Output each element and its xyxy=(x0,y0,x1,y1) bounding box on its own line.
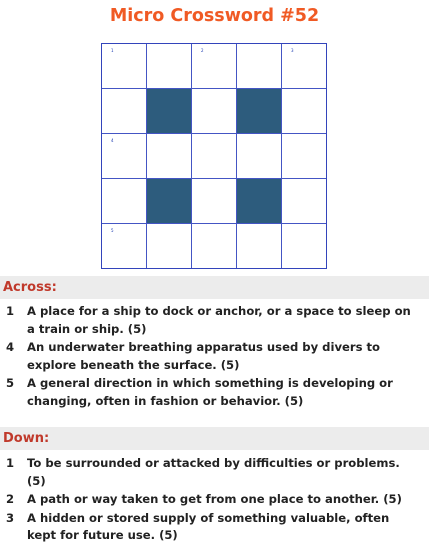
grid-cell[interactable] xyxy=(192,44,236,88)
grid-cell[interactable] xyxy=(282,179,326,223)
grid-cell[interactable] xyxy=(282,89,326,133)
clue-text: To be surrounded or attacked by difficulties or problems. (5) xyxy=(27,456,400,488)
grid-cell[interactable] xyxy=(102,224,146,268)
across-clue-list xyxy=(0,303,429,411)
grid-cell[interactable] xyxy=(192,224,236,268)
cell-number: 4 xyxy=(111,138,114,143)
grid-cell[interactable] xyxy=(192,134,236,178)
grid-block-cell xyxy=(237,89,281,133)
cell-number: 3 xyxy=(291,48,294,53)
grid-block-cell xyxy=(147,179,191,223)
clue-number: 5 xyxy=(6,376,15,390)
down-clue-list xyxy=(0,455,429,546)
clue-number: 3 xyxy=(6,510,15,525)
grid-block-cell xyxy=(237,179,281,223)
grid-cell[interactable] xyxy=(102,89,146,133)
grid-cell[interactable] xyxy=(282,44,326,88)
grid-cell[interactable] xyxy=(102,179,146,223)
grid-cell[interactable] xyxy=(147,224,191,268)
cell-number: 2 xyxy=(201,48,204,53)
crossword-grid xyxy=(101,43,327,269)
down-header: Down: xyxy=(0,427,429,450)
grid-cell[interactable] xyxy=(192,89,236,133)
clue-text: A general direction in which something is developing or changing, often in fashion or behavior. (5) xyxy=(27,376,393,408)
grid-cell[interactable] xyxy=(237,134,281,178)
grid-cell[interactable] xyxy=(237,224,281,268)
grid-cell[interactable] xyxy=(102,134,146,178)
clue-text: An underwater breathing apparatus used by divers to explore beneath the surface. (5) xyxy=(27,340,381,372)
grid-cell[interactable] xyxy=(102,44,146,88)
cell-number: 1 xyxy=(111,48,114,53)
grid-cell[interactable] xyxy=(192,179,236,223)
across-clue-item[interactable] xyxy=(0,339,429,374)
grid-cell[interactable] xyxy=(147,44,191,88)
clue-text: A path or way taken to get from one place to another. (5) xyxy=(27,492,402,506)
grid-cell[interactable] xyxy=(282,134,326,178)
clue-number: 1 xyxy=(6,304,15,318)
down-clue-item[interactable] xyxy=(0,491,429,509)
grid-cell[interactable] xyxy=(237,44,281,88)
clue-number: 4 xyxy=(6,340,15,354)
down-clue-item[interactable] xyxy=(0,455,429,490)
grid-block-cell xyxy=(147,89,191,133)
clue-text: A hidden or stored supply of something valuable, often kept for future use. (5) xyxy=(27,510,390,542)
cell-number: 5 xyxy=(111,228,114,233)
clue-number: 2 xyxy=(6,492,15,506)
across-clue-item[interactable] xyxy=(0,375,429,410)
page-title: Micro Crossword #52 xyxy=(109,6,320,26)
down-clue-item[interactable] xyxy=(0,510,429,545)
grid-cell[interactable] xyxy=(147,134,191,178)
clue-text: A place for a ship to dock or anchor, or a space to sleep on a train or ship. (5) xyxy=(27,304,411,336)
clue-number: 1 xyxy=(6,456,15,470)
across-header: Across: xyxy=(0,276,429,299)
across-clue-item[interactable] xyxy=(0,303,429,338)
grid-cell[interactable] xyxy=(282,224,326,268)
